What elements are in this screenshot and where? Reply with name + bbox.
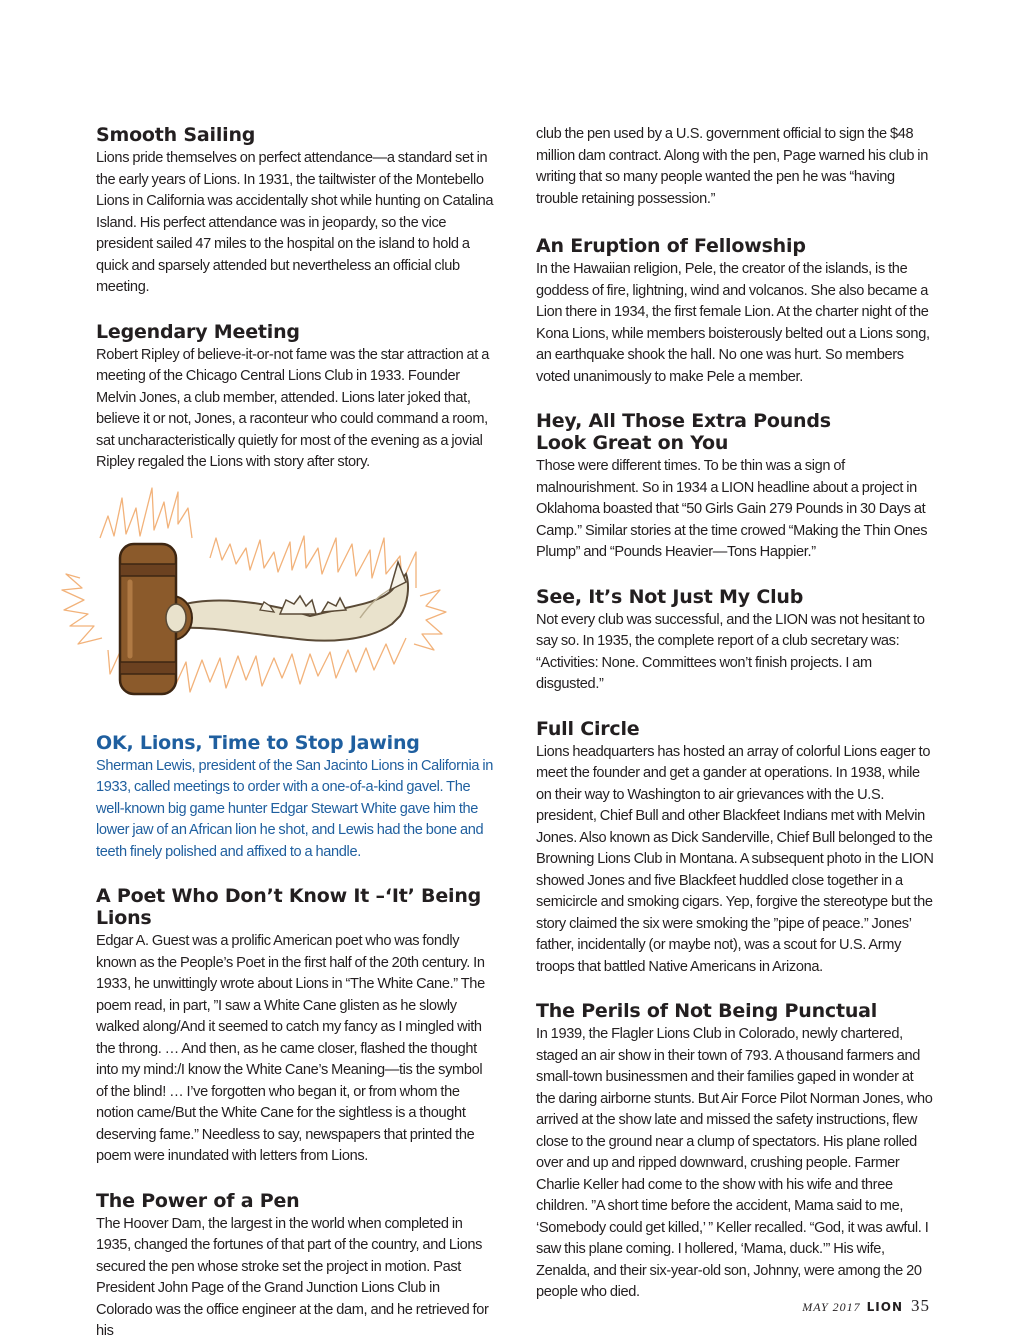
section-title: Smooth Sailing xyxy=(96,124,256,146)
section-title-line-2: Look Great on You xyxy=(536,432,729,454)
section-extra-pounds xyxy=(536,410,934,564)
section-title: Full Circle xyxy=(536,717,640,740)
section-title: Legendary Meeting xyxy=(96,320,300,343)
section-body: Not every club was successful, and the LION was not hesitant to say so. In 1935, the complete report of a club secretary was: “Activities: None. Committees won’t finish projects. I am disgusted.” xyxy=(536,611,925,692)
section-title: An Eruption of Fellowship xyxy=(536,235,806,257)
section-body: Lions headquarters has hosted an array of colorful Lions eager to meet the founder and get a gander at operations. In 1938, while on their way to Washington to air grievances with the U.S. president, Chief Bull and other Blackfeet Indians met with Melvin Jones. Also known as Dick Sanderville, Chief Bull belonged to the Browning Lions Club in Montana. A subsequent photo in the LION showed Jones and five Blackfeet huddled close together in a semicircle and smoking cigars. Yep, forgive the stereotype but the story claimed the six were smoking the ”pipe of peace.” Jones’ father, incidentally (or maybe not), was a scout for U.S. Army troops that battled Native Americans in Arizona. xyxy=(536,743,934,975)
page-number: 35 xyxy=(911,1296,930,1315)
section-body: Edgar A. Guest was a prolific American poet who was fondly known as the People’s Poet in the first half of the 20th century. In 1933, he unwittingly wrote about Lions in “The White Cane.” The poem read, in part, ”I saw a White Cane glisten as he slowly walked along/And it seemed to catch my fancy as I mingled with the throng. … And then, as he came closer, flashed the thought into my mind:/I know the White Cane’s Meaning—tis the symbol of the blind! … I’ve forgotten who began it, or from whom the notion came/But the White Cane for the sightless is a thought deserving fame.” Needless to say, newspapers that printed the poem were inundated with letters from Lions. xyxy=(96,933,485,1164)
left-column xyxy=(96,124,494,1343)
section-title: See, It’s Not Just My Club xyxy=(536,585,804,608)
issue-date: MAY 2017 xyxy=(802,1300,861,1314)
magazine-name: LION xyxy=(866,1300,903,1314)
section-body: club the pen used by a U.S. government official to sign the $48 million dam contract. Along with the pen, Page warned his club in writing that so many people wanted the pen he was “having trouble retaining possession.” xyxy=(536,126,928,207)
section-title-line-1: Hey, All Those Extra Pounds xyxy=(536,410,831,432)
section-title xyxy=(536,410,934,454)
section-body: In the Hawaiian religion, Pele, the creator of the islands, is the goddess of fire, lightning, wind and volcanos. She also became a Lion there in 1934, the first female Lion. At the charter night of the Kona Lions, while members boisterously belted out a Lions song, an earthquake shook the hall. No one was hurt. So members voted unanimously to make Pele a member. xyxy=(536,261,930,385)
section-full-circle xyxy=(536,718,934,979)
section-not-just-my-club xyxy=(536,586,934,696)
section-stop-jawing xyxy=(96,732,494,864)
section-body: Lions pride themselves on perfect attendance—a standard set in the early years of Lions. In 1931, the tailtwister of the Montebello Lions in California was accidentally shot while hunting on Catalina Island. His perfect attendance was in jeopardy, so the vice president sailed 47 miles to the hospital on the island to hold a quick and sparsely attended but nevertheless an official club meeting. xyxy=(96,150,494,295)
section-smooth-sailing xyxy=(96,124,494,299)
section-perils-of-punctual xyxy=(536,1000,934,1304)
section-title: The Power of a Pen xyxy=(96,1189,300,1212)
section-power-of-a-pen xyxy=(96,1190,494,1343)
section-title: The Perils of Not Being Punctual xyxy=(536,1000,878,1022)
section-body: The Hoover Dam, the largest in the world when completed in 1935, changed the fortunes of that part of the country, and Lions secured the pen whose stroke set the project in motion. Past President John Page of the Grand Junction Lions Club in Colorado was the office engineer at the dam, and he retrieved for his xyxy=(96,1215,489,1339)
section-body: Sherman Lewis, president of the San Jacinto Lions in California in 1933, called meetings to order with a one-of-a-kind gavel. The well-known big game hunter Edgar Stewart White gave him the lower jaw of an African lion he shot, and Lewis had the bone and teeth finely polished and affixed to a handle. xyxy=(96,757,493,860)
section-body: Robert Ripley of believe-it-or-not fame was the star attraction at a meeting of the Chicago Central Lions Club in 1933. Founder Melvin Jones, a club member, attended. Lions later joked that, believe it or not, Jones, a raconteur who could command a room, sat uncharacteristically quietly for most of the evening as a jovial Ripley regaled the Lions with story after story. xyxy=(96,346,489,470)
section-power-of-a-pen-continued xyxy=(536,124,934,210)
section-title: A Poet Who Don’t Know It –‘It’ Being Lions xyxy=(96,885,482,929)
right-column xyxy=(536,124,934,1304)
section-legendary-meeting xyxy=(96,321,494,474)
lion-jaw-gavel-illustration xyxy=(60,478,450,708)
section-title: OK, Lions, Time to Stop Jawing xyxy=(96,731,420,754)
page-footer xyxy=(802,1296,930,1316)
section-body: In 1939, the Flagler Lions Club in Colorado, newly chartered, staged an air show in their town of 793. A thousand farmers and small-town businessmen and their families gaped in wonder at the daring airborne stunts. But Air Force Pilot Norman Jones, who arrived at the show late and missed the safety instructions, flew close to the ground near a clump of spectators. His plane rolled over and up and ripped downward, crushing people. Farmer Charlie Keller had come to the show with his wife and three children. ”A short time before the accident, Mama said to me, ‘Somebody could get killed,’ ” Keller recalled. “God, it was awful. I saw this plane coming. I hollered, ‘Mama, duck.’” His wife, Zenalda, and their six-year-old son, Johnny, were among the 20 people who died. xyxy=(536,1026,933,1300)
section-body: Those were different times. To be thin was a sign of malnourishment. So in 1934 a LION headline about a project in Oklahoma boasted that “50 Girls Gain 279 Pounds in 30 Days at Camp.” Similar stories at the time crowed “Making the Thin Ones Plump” and “Pounds Heavier—Tons Happier.” xyxy=(536,458,928,560)
section-eruption-of-fellowship xyxy=(536,235,934,388)
section-poet xyxy=(96,885,494,1168)
